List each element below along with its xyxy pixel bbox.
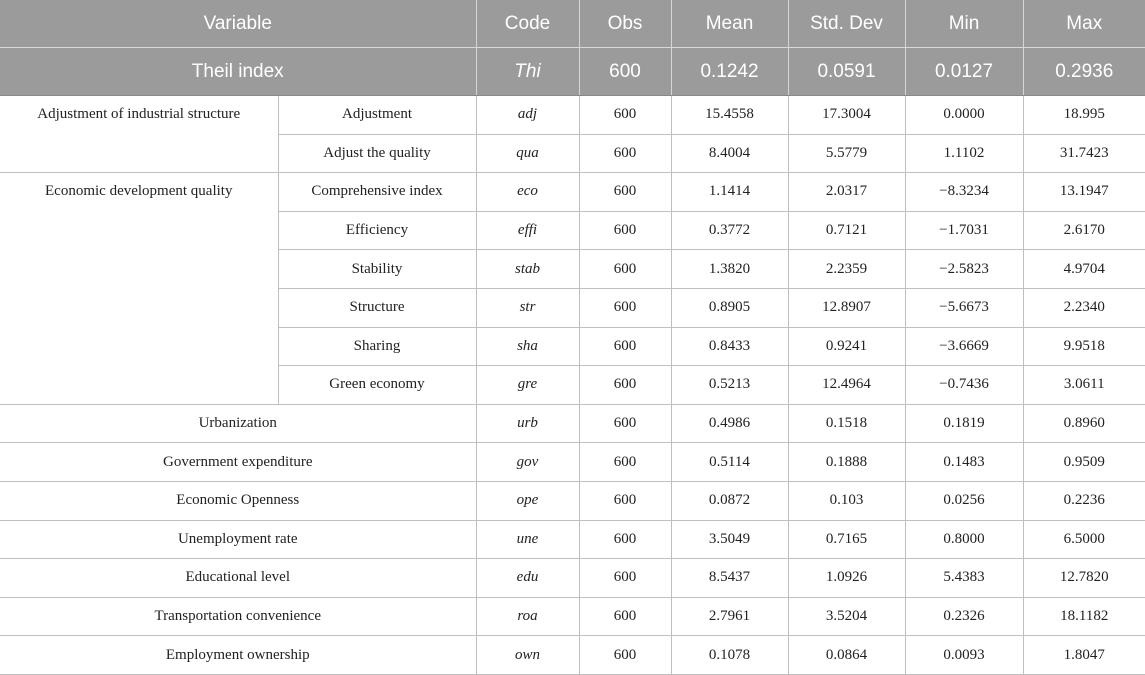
table-row [0, 481, 1145, 520]
theil-min: 0.0127 [905, 48, 1023, 96]
header-std-dev: Std. Dev [788, 0, 905, 48]
row-mean: 2.7961 [671, 597, 788, 636]
row-obs: 600 [579, 366, 671, 405]
row-std-dev: 0.1888 [788, 443, 905, 482]
row-std-dev: 12.8907 [788, 288, 905, 327]
row-code: une [476, 520, 579, 559]
row-label: Government expenditure [0, 443, 476, 482]
table-row [0, 96, 1145, 135]
table-row [0, 636, 1145, 675]
row-std-dev: 3.5204 [788, 597, 905, 636]
row-obs: 600 [579, 443, 671, 482]
header-variable: Variable [0, 0, 476, 48]
theil-label: Theil index [0, 48, 476, 96]
row-std-dev: 12.4964 [788, 366, 905, 405]
row-max: 31.7423 [1023, 134, 1145, 173]
row-min: −2.5823 [905, 250, 1023, 289]
row-obs: 600 [579, 559, 671, 598]
row-std-dev: 1.0926 [788, 559, 905, 598]
row-min: 0.0000 [905, 96, 1023, 135]
row-obs: 600 [579, 250, 671, 289]
row-min: 0.0093 [905, 636, 1023, 675]
row-obs: 600 [579, 288, 671, 327]
row-obs: 600 [579, 134, 671, 173]
row-label: Economic Openness [0, 481, 476, 520]
row-obs: 600 [579, 327, 671, 366]
row-mean: 3.5049 [671, 520, 788, 559]
row-max: 18.995 [1023, 96, 1145, 135]
row-obs: 600 [579, 636, 671, 675]
row-min: 0.1819 [905, 404, 1023, 443]
row-max: 18.1182 [1023, 597, 1145, 636]
row-min: 0.0256 [905, 481, 1023, 520]
row-std-dev: 0.1518 [788, 404, 905, 443]
table-body [0, 96, 1145, 675]
row-max: 0.8960 [1023, 404, 1145, 443]
group-label-economic-development: Economic development quality [0, 173, 278, 405]
row-label: Structure [278, 288, 476, 327]
row-std-dev: 2.2359 [788, 250, 905, 289]
row-min: −0.7436 [905, 366, 1023, 405]
row-code: ope [476, 481, 579, 520]
row-mean: 0.3772 [671, 211, 788, 250]
table-row [0, 520, 1145, 559]
row-code: own [476, 636, 579, 675]
row-obs: 600 [579, 520, 671, 559]
row-std-dev: 17.3004 [788, 96, 905, 135]
row-max: 1.8047 [1023, 636, 1145, 675]
row-label: Employment ownership [0, 636, 476, 675]
row-code: stab [476, 250, 579, 289]
row-min: 0.8000 [905, 520, 1023, 559]
row-label: Efficiency [278, 211, 476, 250]
row-mean: 0.8905 [671, 288, 788, 327]
theil-index-row [0, 48, 1145, 96]
theil-std-dev: 0.0591 [788, 48, 905, 96]
row-min: 0.2326 [905, 597, 1023, 636]
row-obs: 600 [579, 481, 671, 520]
row-std-dev: 0.7165 [788, 520, 905, 559]
row-min: 1.1102 [905, 134, 1023, 173]
row-min: 0.1483 [905, 443, 1023, 482]
row-code: roa [476, 597, 579, 636]
table-row [0, 597, 1145, 636]
row-label: Sharing [278, 327, 476, 366]
row-label: Green economy [278, 366, 476, 405]
header-min: Min [905, 0, 1023, 48]
row-max: 2.6170 [1023, 211, 1145, 250]
row-code: adj [476, 96, 579, 135]
row-obs: 600 [579, 211, 671, 250]
column-header-row [0, 0, 1145, 48]
row-obs: 600 [579, 96, 671, 135]
row-mean: 8.5437 [671, 559, 788, 598]
row-std-dev: 0.7121 [788, 211, 905, 250]
row-label: Adjust the quality [278, 134, 476, 173]
theil-max: 0.2936 [1023, 48, 1145, 96]
header-code: Code [476, 0, 579, 48]
row-code: urb [476, 404, 579, 443]
theil-code: Thi [476, 48, 579, 96]
row-std-dev: 0.103 [788, 481, 905, 520]
row-obs: 600 [579, 597, 671, 636]
header-obs: Obs [579, 0, 671, 48]
row-code: gre [476, 366, 579, 405]
row-mean: 15.4558 [671, 96, 788, 135]
row-label: Comprehensive index [278, 173, 476, 212]
row-mean: 0.5213 [671, 366, 788, 405]
theil-obs: 600 [579, 48, 671, 96]
row-label: Unemployment rate [0, 520, 476, 559]
row-mean: 1.1414 [671, 173, 788, 212]
table-header [0, 0, 1145, 96]
row-code: effi [476, 211, 579, 250]
row-mean: 8.4004 [671, 134, 788, 173]
row-label: Adjustment [278, 96, 476, 135]
row-label: Urbanization [0, 404, 476, 443]
row-max: 12.7820 [1023, 559, 1145, 598]
row-mean: 1.3820 [671, 250, 788, 289]
row-label: Stability [278, 250, 476, 289]
row-min: 5.4383 [905, 559, 1023, 598]
row-mean: 0.4986 [671, 404, 788, 443]
row-label: Transportation convenience [0, 597, 476, 636]
group-label-industrial-structure: Adjustment of industrial structure [0, 96, 278, 173]
row-mean: 0.1078 [671, 636, 788, 675]
row-code: edu [476, 559, 579, 598]
row-mean: 0.8433 [671, 327, 788, 366]
row-min: −3.6669 [905, 327, 1023, 366]
row-max: 6.5000 [1023, 520, 1145, 559]
theil-mean: 0.1242 [671, 48, 788, 96]
row-max: 3.0611 [1023, 366, 1145, 405]
row-min: −8.3234 [905, 173, 1023, 212]
row-max: 13.1947 [1023, 173, 1145, 212]
row-max: 2.2340 [1023, 288, 1145, 327]
row-std-dev: 0.9241 [788, 327, 905, 366]
row-max: 9.9518 [1023, 327, 1145, 366]
row-code: eco [476, 173, 579, 212]
row-std-dev: 5.5779 [788, 134, 905, 173]
row-max: 0.2236 [1023, 481, 1145, 520]
row-label: Educational level [0, 559, 476, 598]
row-code: sha [476, 327, 579, 366]
row-min: −1.7031 [905, 211, 1023, 250]
row-code: str [476, 288, 579, 327]
table-row [0, 173, 1145, 212]
row-obs: 600 [579, 404, 671, 443]
table-row [0, 559, 1145, 598]
row-std-dev: 2.0317 [788, 173, 905, 212]
row-code: gov [476, 443, 579, 482]
header-mean: Mean [671, 0, 788, 48]
row-mean: 0.5114 [671, 443, 788, 482]
row-mean: 0.0872 [671, 481, 788, 520]
table-row [0, 404, 1145, 443]
row-std-dev: 0.0864 [788, 636, 905, 675]
header-max: Max [1023, 0, 1145, 48]
row-obs: 600 [579, 173, 671, 212]
row-max: 4.9704 [1023, 250, 1145, 289]
row-max: 0.9509 [1023, 443, 1145, 482]
table-row [0, 443, 1145, 482]
row-min: −5.6673 [905, 288, 1023, 327]
row-code: qua [476, 134, 579, 173]
